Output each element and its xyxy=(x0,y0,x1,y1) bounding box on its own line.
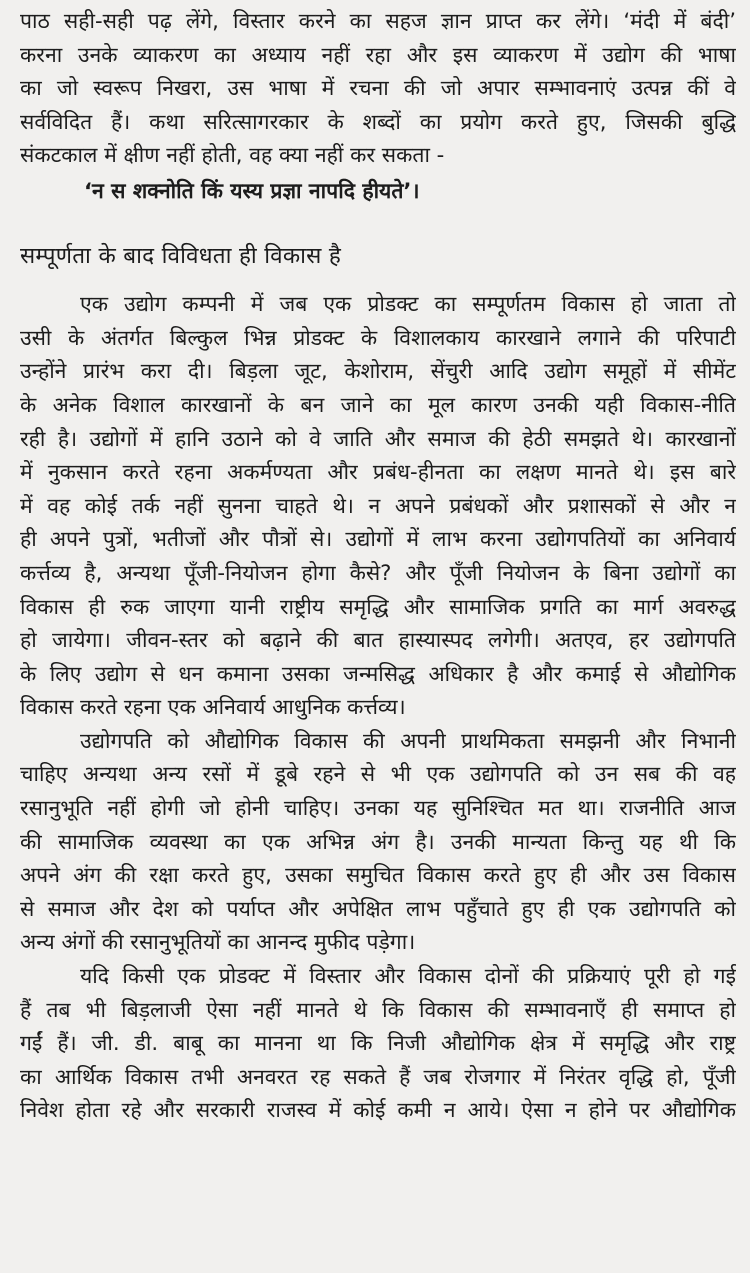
text-line: कर्त्तव्य है, अन्यथा पूँजी-नियोजन होगा कैसे? और पूँजी नियोजन के बिना उद्योगों का xyxy=(20,559,736,585)
text-line: रसानुभूति नहीं होगी जो होनी चाहिए। उनका यह सुनिश्चित मत था। राजनीति आज xyxy=(20,795,736,821)
text-line: उन्होंने प्रारंभ करा दी। बिड़ला जूट, केशोराम, सेंचुरी आदि उद्योग समूहों में सीमेंट xyxy=(20,358,736,384)
text-line: रही है। उद्योगों में हानि उठाने को वे जाति और समाज की हेठी समझते थे। कारखानों xyxy=(20,425,736,451)
text-line: के अनेक विशाल कारखानों के बन जाने का मूल कारण उनकी यही विकास-नीति xyxy=(20,391,736,417)
text-line: गईं हैं। जी. डी. बाबू का मानना था कि निजी औद्योगिक क्षेत्र में समृद्धि और राष्ट्र xyxy=(20,1030,736,1056)
text-line: हैं तब भी बिड़लाजी ऐसा नहीं मानते थे कि विकास की सम्भावनाएँ ही समाप्त हो xyxy=(20,996,736,1022)
text-line: की सामाजिक व्यवस्था का एक अभिन्न अंग है। उनकी मान्यता किन्तु यह थी कि xyxy=(20,828,736,854)
text-line: अन्य अंगों की रसानुभूतियों का आनन्द मुफीद पड़ेगा। xyxy=(20,929,416,955)
text-line: हो जायेगा। जीवन-स्तर को बढ़ाने की बात हास्यास्पद लगेगी। अतएव, हर उद्योगपति xyxy=(20,627,736,653)
text-line: चाहिए अन्यथा अन्य रसों में डूबे रहने से भी एक उद्योगपति को उन सब की वह xyxy=(20,761,736,787)
opening-paragraph xyxy=(20,4,736,172)
text-line: संकटकाल में क्षीण नहीं होती, वह क्या नहीं कर सकता - xyxy=(20,142,445,168)
text-line: पाठ सही-सही पढ़ लेंगे, विस्तार करने का सहज ज्ञान प्राप्त कर लेंगे। ‘मंदी में बंदी’ xyxy=(20,8,736,33)
text-line: विकास ही रुक जाएगा यानी राष्ट्रीय समृद्धि और सामाजिक प्रगति का मार्ग अवरुद्ध xyxy=(20,593,736,619)
sanskrit-quote: ‘न स शक्नोति किं यस्य प्रज्ञा नापदि हीयते’। xyxy=(84,177,420,203)
text-line: में नुकसान करते रहना अकर्मण्यता और प्रबंध-हीनता का लक्षण मानते थे। इस बारे xyxy=(20,459,736,485)
text-line: ही अपने पुत्रों, भतीजों और पौत्रों से। उद्योगों में लाभ करना उद्योगपतियों का अनिवार्य xyxy=(20,526,736,552)
text-line: का जो स्वरूप निखरा, उस भाषा में रचना की जो अपार सम्भावनाएं उत्पन्न कीं वे xyxy=(20,75,736,101)
text-line: यदि किसी एक प्रोडक्ट में विस्तार और विकास दोनों की प्रक्रियाएं पूरी हो गई xyxy=(80,963,736,989)
body-paragraph-3 xyxy=(20,959,736,1127)
text-line: करना उनके व्याकरण का अध्याय नहीं रहा और इस व्याकरण में उद्योग की भाषा xyxy=(20,41,736,67)
text-line: निवेश होता रहे और सरकारी राजस्व में कोई कमी न आये। ऐसा न होने पर औद्योगिक xyxy=(20,1097,736,1123)
text-line: उसी के अंतर्गत बिल्कुल भिन्न प्रोडक्ट के विशालकाय कारखाने लगाने की परिपाटी xyxy=(20,324,736,350)
text-line: सर्वविदित हैं। कथा सरित्सागरकार के शब्दों का प्रयोग करते हुए, जिसकी बुद्धि xyxy=(20,108,736,134)
text-line: उद्योगपति को औद्योगिक विकास की अपनी प्राथमिकता समझनी और निभानी xyxy=(80,727,736,753)
text-line: एक उद्योग कम्पनी में जब एक प्रोडक्ट का सम्पूर्णतम विकास हो जाता तो xyxy=(80,291,736,317)
text-line: विकास करते रहना एक अनिवार्य आधुनिक कर्त्तव्य। xyxy=(20,694,406,720)
text-line: के लिए उद्योग से धन कमाना उसका जन्मसिद्ध अधिकार है और कमाई से औद्योगिक xyxy=(20,660,736,686)
body-paragraph-2 xyxy=(20,724,736,959)
text-line: अपने अंग की रक्षा करते हुए, उसका समुचित विकास करते हुए ही और उस विकास xyxy=(20,862,736,888)
text-line: का आर्थिक विकास तभी अनवरत रह सकते हैं जब रोजगार में निरंतर वृद्धि हो, पूँजी xyxy=(20,1063,736,1089)
text-line: में वह कोई तर्क नहीं सुनना चाहते थे। न अपने प्रबंधकों और प्रशासकों से और न xyxy=(20,492,736,518)
section-heading: सम्पूर्णता के बाद विविधता ही विकास है xyxy=(20,242,342,269)
text-line: से समाज और देश को पर्याप्त और अपेक्षित लाभ पहुँचाते हुए ही एक उद्योगपति को xyxy=(20,895,736,921)
body-paragraph-1 xyxy=(20,287,736,724)
